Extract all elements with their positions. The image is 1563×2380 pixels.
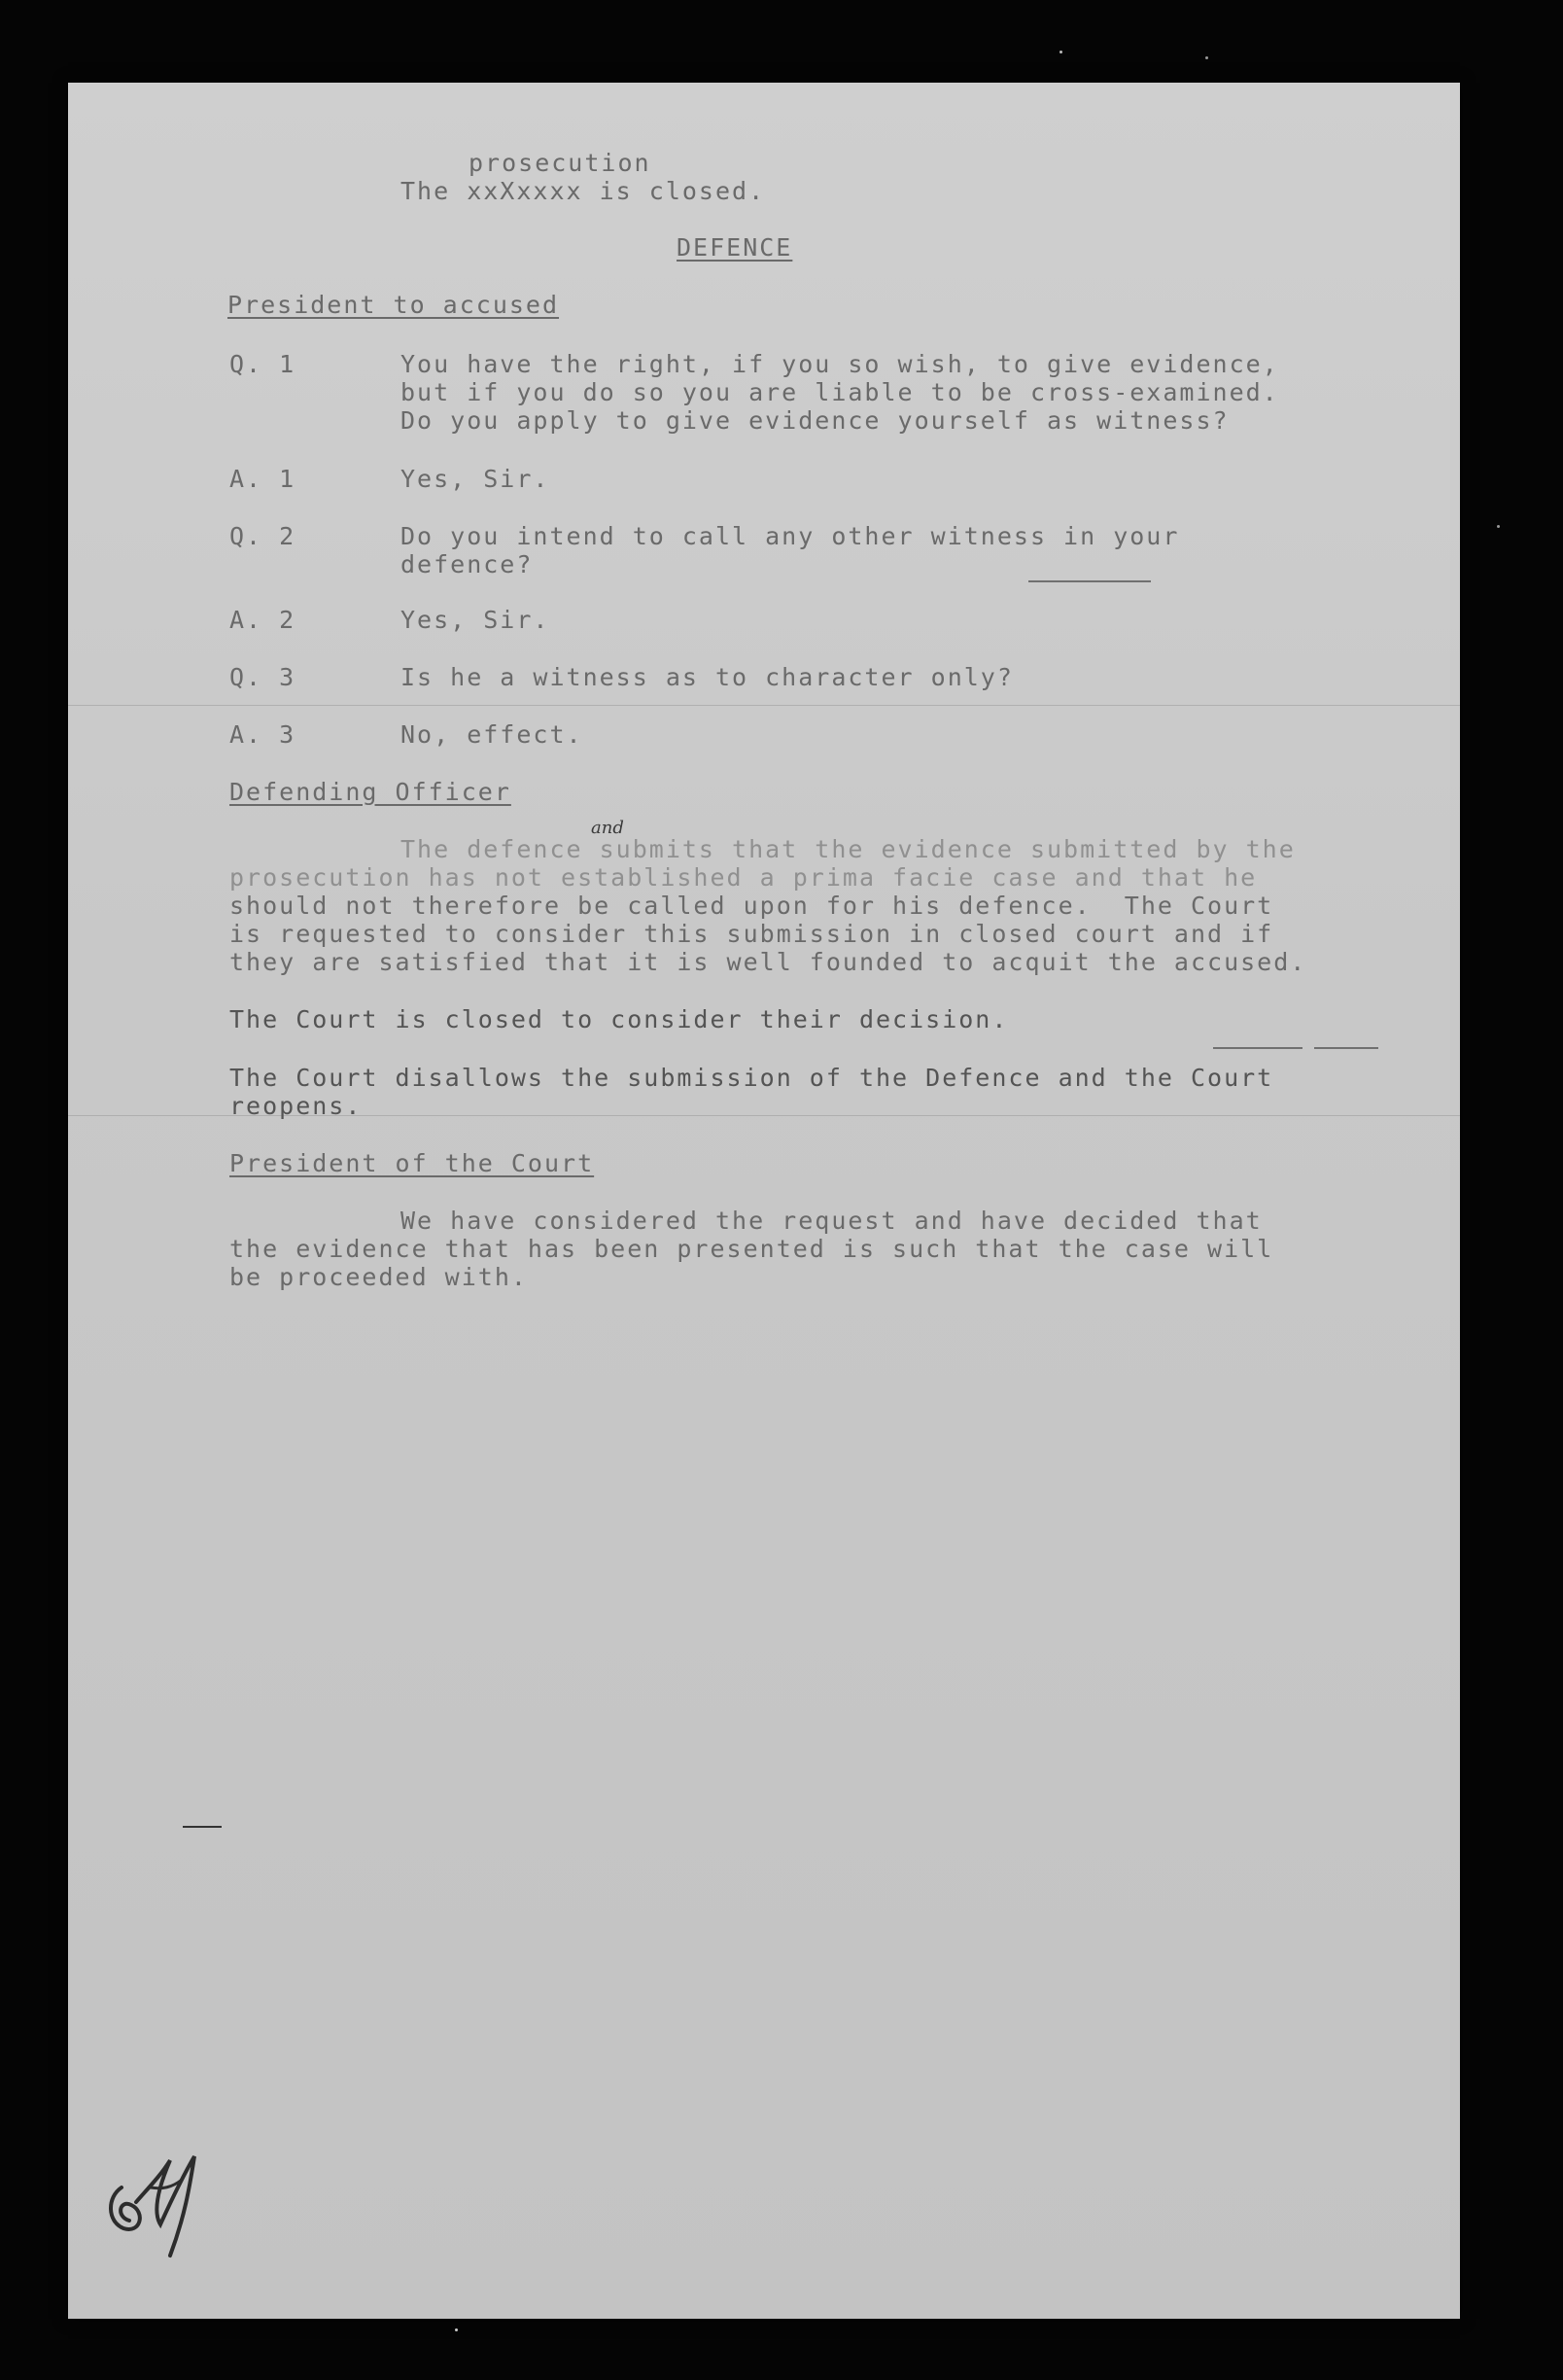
inserted-word: prosecution xyxy=(469,149,651,177)
defence-para-line-1: The defence submits that the evidence submitted by the xyxy=(400,835,1296,863)
defence-para-line-5: they are satisfied that it is well founded to acquit the accused. xyxy=(229,948,1307,976)
q1-label: Q. 1 xyxy=(229,350,296,378)
court-closed-line: The Court is closed to consider their decision. xyxy=(229,1005,1009,1033)
separator-rule xyxy=(1213,1047,1302,1049)
speck xyxy=(1205,56,1208,59)
a2-label: A. 2 xyxy=(229,606,296,634)
heading-president-to-accused: President to accused xyxy=(227,291,560,319)
a1-text: Yes, Sir. xyxy=(400,465,550,493)
prosecution-closed-line: The xxXxxxx is closed. xyxy=(400,177,766,205)
q2-line-2: defence? xyxy=(400,550,534,578)
q2-label: Q. 2 xyxy=(229,522,296,550)
defence-para-line-2: prosecution has not established a prima facie case and that he xyxy=(229,863,1258,892)
handwritten-annotation xyxy=(102,2119,219,2275)
q1-line-3: Do you apply to give evidence yourself as witness? xyxy=(400,406,1230,435)
document-page xyxy=(68,83,1460,2319)
president-para-line-1: We have considered the request and have decided that xyxy=(400,1207,1263,1235)
margin-tick-mark xyxy=(183,1826,222,1828)
fold-line xyxy=(68,705,1460,706)
defence-para-line-4: is requested to consider this submission in closed court and if xyxy=(229,920,1274,948)
speck xyxy=(455,2328,458,2331)
speck xyxy=(1059,51,1062,53)
q1-line-2: but if you do so you are liable to be cross-examined. xyxy=(400,378,1279,406)
defence-para-line-3: should not therefore be called upon for his defence. The Court xyxy=(229,892,1274,920)
handwritten-insert: and xyxy=(591,818,624,838)
q2-line-1: Do you intend to call any other witness in your xyxy=(400,522,1180,550)
a3-label: A. 3 xyxy=(229,720,296,749)
q3-text: Is he a witness as to character only? xyxy=(400,663,1014,691)
heading-defending-officer: Defending Officer xyxy=(229,778,511,806)
a2-text: Yes, Sir. xyxy=(400,606,550,634)
separator-rule xyxy=(1314,1047,1378,1049)
heading-president-of-court: President of the Court xyxy=(229,1149,595,1177)
q3-label: Q. 3 xyxy=(229,663,296,691)
president-para-line-3: be proceeded with. xyxy=(229,1263,528,1291)
speck xyxy=(1497,525,1500,528)
a1-label: A. 1 xyxy=(229,465,296,493)
president-para-line-2: the evidence that has been presented is such that the case will xyxy=(229,1235,1274,1263)
a3-text: No, effect. xyxy=(400,720,583,749)
court-disallows-line-2: reopens. xyxy=(229,1092,363,1120)
q1-line-1: You have the right, if you so wish, to give evidence, xyxy=(400,350,1279,378)
court-disallows-line-1: The Court disallows the submission of the Defence and the Court xyxy=(229,1064,1274,1092)
section-title: DEFENCE xyxy=(677,233,793,262)
separator-rule xyxy=(1028,580,1151,582)
